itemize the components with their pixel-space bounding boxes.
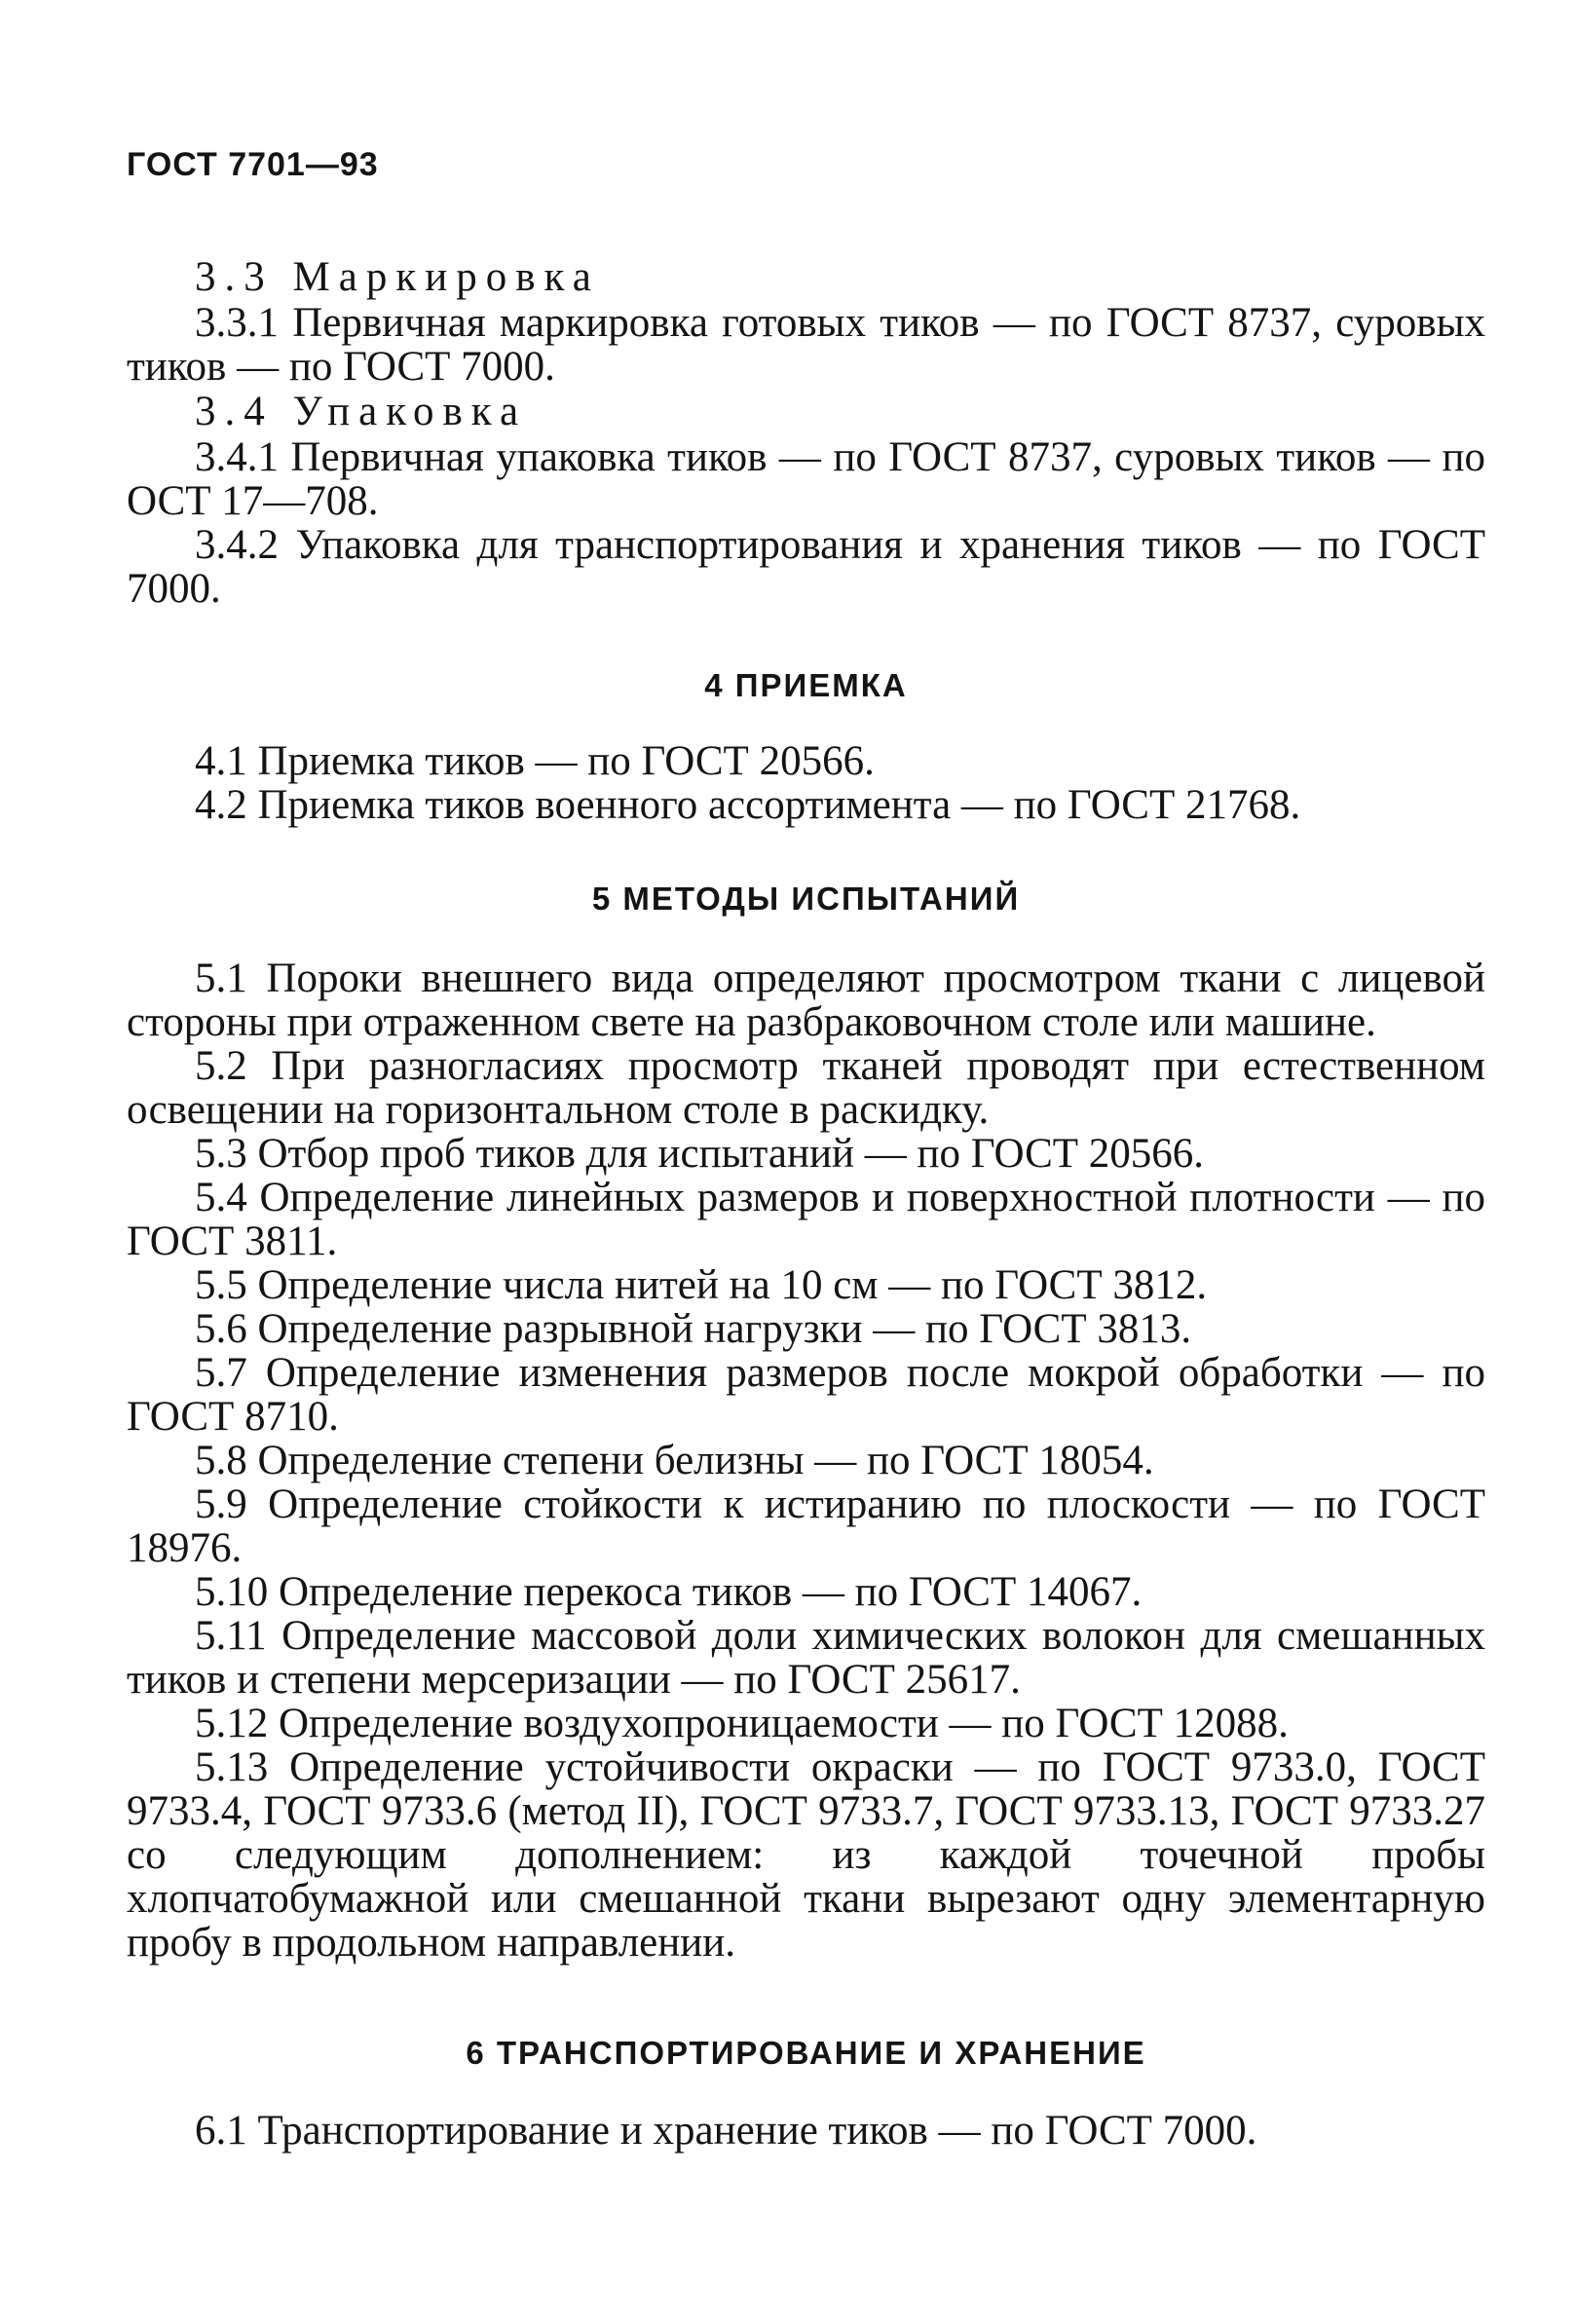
paragraph-5-3: 5.3 Отбор проб тиков для испытаний — по ГОСТ 20566. (195, 1131, 1205, 1177)
paragraph-5-6: 5.6 Определение разрывной нагрузки — по ГОСТ 3813. (195, 1306, 1192, 1352)
paragraph-6-1: 6.1 Транспортирование и хранение тиков — по ГОСТ 7000. (195, 2108, 1257, 2154)
paragraph-5-5: 5.5 Определение числа нитей на 10 см — по ГОСТ 3812. (195, 1262, 1208, 1308)
subsection-heading-packing: 3.4 Упаковка (195, 389, 528, 434)
subsection-heading-marking: 3.3 Маркировка (195, 254, 600, 300)
paragraph-5-2: 5.2 При разногласиях просмотр тканей проводят при естественном освещении на горизонтальном столе в раскидку. (127, 1043, 1485, 1133)
section-title-transport-storage: 6 ТРАНСПОРТИРОВАНИЕ И ХРАНЕНИЕ (466, 2035, 1146, 2071)
paragraph-5-4: 5.4 Определение линейных размеров и поверхностной плотности — по ГОСТ 3811. (127, 1175, 1485, 1264)
section-title-test-methods: 5 МЕТОДЫ ИСПЫТАНИЙ (591, 881, 1021, 917)
paragraph-3-3-1: 3.3.1 Первичная маркировка готовых тиков — по ГОСТ 8737, суровых тиков — по ГОСТ 7000. (127, 300, 1485, 390)
paragraph-5-10: 5.10 Определение перекоса тиков — по ГОСТ 14067. (195, 1569, 1143, 1615)
paragraph-5-1: 5.1 Пороки внешнего вида определяют просмотром ткани с лицевой стороны при отраженном свете на разбраковочном столе или машине. (127, 956, 1485, 1045)
paragraph-5-7: 5.7 Определение изменения размеров после мокрой обработки — по ГОСТ 8710. (127, 1350, 1485, 1440)
paragraph-3-4-2: 3.4.2 Упаковка для транспортирования и хранения тиков — по ГОСТ 7000. (127, 522, 1485, 612)
paragraph-5-9: 5.9 Определение стойкости к истиранию по плоскости — по ГОСТ 18976. (127, 1481, 1485, 1571)
paragraph-3-4-1: 3.4.1 Первичная упаковка тиков — по ГОСТ 8737, суровых тиков — по ОСТ 17—708. (127, 434, 1485, 524)
section-title-acceptance: 4 ПРИЕМКА (704, 667, 908, 703)
paragraph-5-8: 5.8 Определение степени белизны — по ГОСТ 18054. (195, 1438, 1154, 1483)
paragraph-4-2: 4.2 Приемка тиков военного ассортимента — по ГОСТ 21768. (195, 782, 1301, 828)
paragraph-5-12: 5.12 Определение воздухопроницаемости — по ГОСТ 12088. (195, 1701, 1289, 1746)
document-page (127, 146, 1485, 2153)
page-header: ГОСТ 7701—93 (127, 146, 379, 183)
paragraph-4-1: 4.1 Приемка тиков — по ГОСТ 20566. (195, 738, 875, 784)
paragraph-5-11: 5.11 Определение массовой доли химических волокон для смешанных тиков и степени мерсеризации — по ГОСТ 25617. (127, 1613, 1485, 1703)
paragraph-5-13: 5.13 Определение устойчивости окраски — по ГОСТ 9733.0, ГОСТ 9733.4, ГОСТ 9733.6 (метод II), ГОСТ 9733.7, ГОСТ 9733.13, ГОСТ 9733.27 со следующим дополнением: из каждой точечной пробы хлопчатобумажной или смешанной ткани вырезают одну элементарную пробу в продольном направлении. (127, 1744, 1485, 1966)
